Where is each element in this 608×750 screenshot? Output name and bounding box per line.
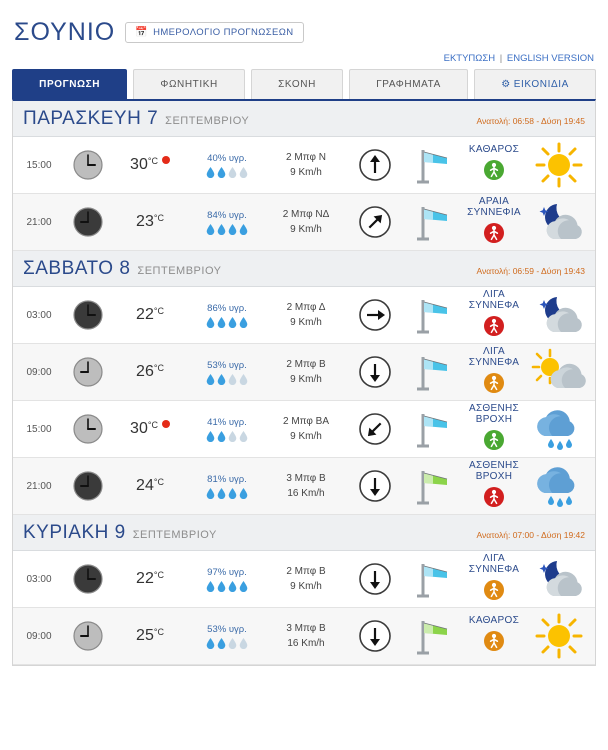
forecast-row[interactable] [13, 401, 595, 458]
wind-direction-arrow-icon [347, 147, 403, 183]
heat-alert-dot [162, 420, 170, 428]
sky-icon [523, 198, 595, 246]
row-wind [265, 564, 347, 594]
row-humidity [189, 474, 265, 499]
wind-speed: 9 Km/h [290, 317, 322, 328]
row-humidity [189, 153, 265, 178]
wind-direction-arrow-icon [347, 411, 403, 447]
humidity-value: 53% υγρ. [207, 359, 247, 371]
clock-icon [65, 469, 111, 503]
wind-force: 2 Μπφ Δ [286, 302, 326, 313]
forecast-row[interactable] [13, 608, 595, 665]
wind-speed: 9 Km/h [290, 167, 322, 178]
humidity-drops-icon [189, 317, 265, 328]
sky-icon [523, 405, 595, 453]
forecast-row[interactable] [13, 344, 595, 401]
forecast-row[interactable] [13, 194, 595, 251]
row-time: 21:00 [26, 216, 52, 228]
row-time: 15:00 [26, 159, 52, 171]
windsock-icon [403, 615, 465, 657]
sky-icon [523, 462, 595, 510]
temperature-value: 26 [136, 363, 154, 380]
humidity-drops-icon [189, 488, 265, 499]
day-month: ΣΕΠΤΕΜΒΡΙΟΥ [137, 265, 222, 277]
day-header [13, 251, 595, 287]
wind-force: 3 Μπφ Β [286, 623, 326, 634]
sun-times: Ανατολή: 07:00 - Δύση 19:42 [476, 530, 585, 540]
forecast-row[interactable] [13, 287, 595, 344]
calendar-icon: 📅 [135, 27, 149, 38]
clock-icon [65, 619, 111, 653]
condition-label: ΛΙΓΑ ΣΥΝΝΕΦΑ [468, 288, 520, 311]
wind-force: 2 Μπφ Β [286, 359, 326, 370]
sky-icon [523, 141, 595, 189]
sun-times: Ανατολή: 06:58 - Δύση 19:45 [476, 116, 585, 126]
row-humidity [189, 360, 265, 385]
temperature-unit: °C [153, 213, 164, 223]
clock-icon [65, 148, 111, 182]
sky-icon [523, 612, 595, 660]
clock-icon [65, 298, 111, 332]
day-month: ΣΕΠΤΕΜΒΡΙΟΥ [132, 529, 217, 541]
forecast-row[interactable] [13, 551, 595, 608]
forecast-row[interactable] [13, 137, 595, 194]
humidity-drops-icon [189, 638, 265, 649]
temperature-value: 25 [136, 627, 154, 644]
tab-dust[interactable]: ΣΚΟΝΗ [251, 69, 343, 99]
comfort-person-icon [465, 159, 523, 186]
condition-label: ΑΣΘΕΝΗΣ ΒΡΟΧΗ [468, 459, 520, 482]
condition-label: ΛΙΓΑ ΣΥΝΝΕΦΑ [468, 552, 520, 575]
row-wind [265, 207, 347, 237]
clock-icon [65, 412, 111, 446]
humidity-value: 53% υγρ. [207, 623, 247, 635]
row-condition [465, 196, 523, 249]
print-link[interactable]: ΕΚΤΥΠΩΣΗ [443, 53, 496, 64]
tab-bar [8, 69, 600, 99]
forecast-row[interactable] [13, 458, 595, 515]
row-humidity [189, 567, 265, 592]
windsock-icon [403, 144, 465, 186]
condition-label: ΚΑΘΑΡΟΣ [468, 615, 520, 626]
wind-force: 2 Μπφ ΒΑ [282, 416, 330, 427]
windsock-icon [403, 558, 465, 600]
temperature-value: 22 [136, 570, 154, 587]
comfort-person-icon [465, 372, 523, 399]
row-time: 09:00 [26, 366, 52, 378]
wind-speed: 9 Km/h [290, 224, 322, 235]
temperature-unit: °C [147, 420, 158, 430]
row-time: 15:00 [26, 423, 52, 435]
row-temperature [111, 363, 189, 381]
windsock-icon [403, 201, 465, 243]
page-title: ΣΟΥΝΙΟ [14, 18, 116, 46]
clock-icon [65, 205, 111, 239]
humidity-value: 40% υγρ. [207, 152, 247, 164]
row-temperature [111, 306, 189, 324]
row-humidity [189, 417, 265, 442]
day-name: ΣΑΒΒΑΤΟ 8 [23, 258, 131, 279]
tab-voice[interactable]: ΦΩΝΗΤΙΚΗ [133, 69, 245, 99]
comfort-person-icon [465, 315, 523, 342]
condition-label: ΑΡΑΙΑ ΣΥΝΝΕΦΙΑ [467, 195, 521, 218]
row-temperature [111, 627, 189, 645]
wind-speed: 9 Km/h [290, 374, 322, 385]
temperature-unit: °C [153, 363, 164, 373]
temperature-unit: °C [153, 570, 164, 580]
temperature-unit: °C [153, 477, 164, 487]
page-header [8, 10, 600, 51]
row-wind [265, 621, 347, 651]
wind-direction-arrow-icon [347, 354, 403, 390]
english-version-link[interactable]: ENGLISH VERSION [506, 53, 594, 64]
wind-speed: 9 Km/h [290, 581, 322, 592]
sun-times: Ανατολή: 06:59 - Δύση 19:43 [476, 266, 585, 276]
row-humidity [189, 624, 265, 649]
windsock-icon [403, 465, 465, 507]
wind-force: 2 Μπφ Β [286, 566, 326, 577]
row-temperature [111, 420, 189, 438]
day-month: ΣΕΠΤΕΜΒΡΙΟΥ [165, 115, 250, 127]
humidity-drops-icon [189, 581, 265, 592]
wind-speed: 16 Km/h [287, 638, 325, 649]
row-humidity [189, 210, 265, 235]
humidity-value: 81% υγρ. [207, 473, 247, 485]
gear-icon: ⚙ [501, 79, 511, 90]
condition-label: ΑΣΘΕΝΗΣ ΒΡΟΧΗ [468, 402, 520, 425]
tab-icons-label: ΕΙΚΟΝΙΔΙΑ [513, 79, 569, 90]
sky-icon [523, 291, 595, 339]
wind-direction-arrow-icon [347, 618, 403, 654]
tab-charts[interactable]: ΓΡΑΦΗΜΑΤΑ [349, 69, 468, 99]
humidity-drops-icon [189, 224, 265, 235]
temperature-value: 23 [136, 213, 154, 230]
day-name: ΠΑΡΑΣΚΕΥΗ 7 [23, 108, 159, 129]
row-humidity [189, 303, 265, 328]
sky-icon [523, 348, 595, 396]
clock-icon [65, 562, 111, 596]
wind-speed: 16 Km/h [287, 488, 325, 499]
wind-direction-arrow-icon [347, 297, 403, 333]
row-condition [465, 144, 523, 186]
wind-direction-arrow-icon [347, 561, 403, 597]
humidity-value: 84% υγρ. [207, 209, 247, 221]
forecast-table [12, 99, 596, 666]
row-temperature [111, 156, 189, 174]
temperature-value: 30 [130, 156, 148, 173]
humidity-drops-icon [189, 167, 265, 178]
day-header [13, 515, 595, 551]
windsock-icon [403, 294, 465, 336]
wind-force: 3 Μπφ Β [286, 473, 326, 484]
condition-label: ΚΑΘΑΡΟΣ [468, 144, 520, 155]
wind-force: 2 Μπφ Ν [286, 152, 326, 163]
forecast-calendar-label: ΗΜΕΡΟΛΟΓΙΟ ΠΡΟΓΝΩΣΕΩΝ [153, 27, 294, 38]
row-temperature [111, 570, 189, 588]
temperature-unit: °C [147, 156, 158, 166]
temperature-value: 30 [130, 420, 148, 437]
humidity-value: 41% υγρ. [207, 416, 247, 428]
wind-force: 2 Μπφ ΝΔ [282, 209, 330, 220]
humidity-value: 86% υγρ. [207, 302, 247, 314]
row-wind [265, 150, 347, 180]
day-name: ΚΥΡΙΑΚΗ 9 [23, 522, 126, 543]
condition-label: ΛΙΓΑ ΣΥΝΝΕΦΑ [468, 345, 520, 368]
temperature-value: 24 [136, 477, 154, 494]
forecast-calendar-button[interactable] [125, 22, 303, 43]
row-condition [465, 289, 523, 342]
comfort-person-icon [465, 630, 523, 657]
temperature-value: 22 [136, 306, 154, 323]
wind-direction-arrow-icon [347, 204, 403, 240]
wind-speed: 9 Km/h [290, 431, 322, 442]
row-condition [465, 615, 523, 657]
row-time: 03:00 [26, 309, 52, 321]
day-header [13, 101, 595, 137]
windsock-icon [403, 351, 465, 393]
comfort-person-icon [465, 486, 523, 513]
windsock-icon [403, 408, 465, 450]
row-wind [265, 471, 347, 501]
row-wind [265, 357, 347, 387]
top-links [8, 51, 600, 69]
row-condition [465, 403, 523, 456]
row-time: 21:00 [26, 480, 52, 492]
comfort-person-icon [465, 222, 523, 249]
row-condition [465, 553, 523, 606]
wind-direction-arrow-icon [347, 468, 403, 504]
heat-alert-dot [162, 156, 170, 164]
row-wind [265, 414, 347, 444]
row-time: 03:00 [26, 573, 52, 585]
tab-forecast[interactable]: ΠΡΟΓΝΩΣΗ [12, 69, 127, 99]
row-time: 09:00 [26, 630, 52, 642]
row-temperature [111, 213, 189, 231]
tab-icons[interactable] [474, 69, 596, 99]
comfort-person-icon [465, 579, 523, 606]
link-separator: | [499, 53, 503, 64]
humidity-value: 97% υγρ. [207, 566, 247, 578]
row-condition [465, 460, 523, 513]
comfort-person-icon [465, 429, 523, 456]
humidity-drops-icon [189, 431, 265, 442]
clock-icon [65, 355, 111, 389]
sky-icon [523, 555, 595, 603]
humidity-drops-icon [189, 374, 265, 385]
row-condition [465, 346, 523, 399]
temperature-unit: °C [153, 306, 164, 316]
row-temperature [111, 477, 189, 495]
row-wind [265, 300, 347, 330]
temperature-unit: °C [153, 627, 164, 637]
